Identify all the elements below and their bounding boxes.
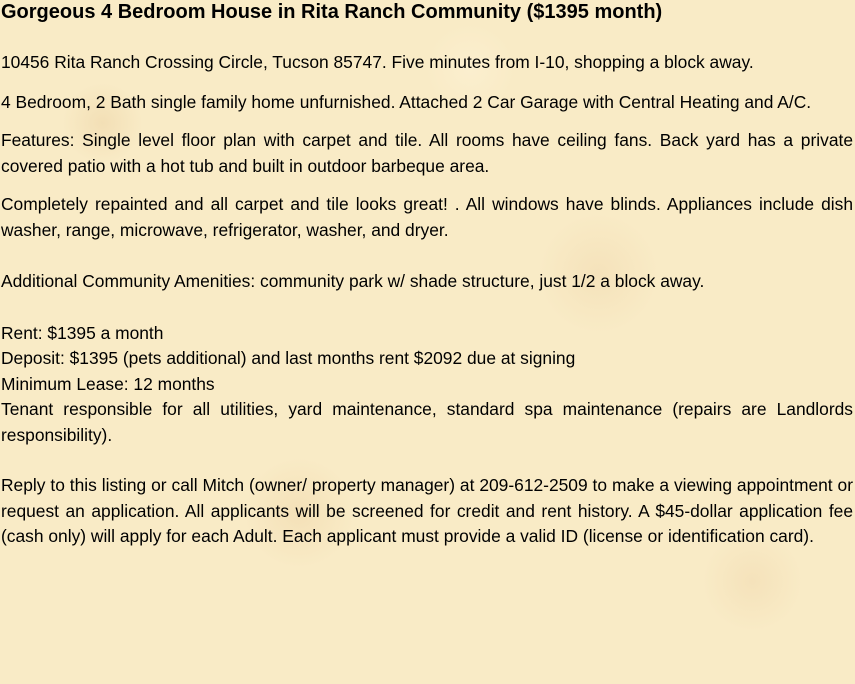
rooms-paragraph: 4 Bedroom, 2 Bath single family home unfurnished. Attached 2 Car Garage with Central Heating and A/C.: [1, 91, 812, 112]
listing-title: Gorgeous 4 Bedroom House in Rita Ranch Community ($1395 month): [1, 1, 663, 23]
features-paragraph: Features: Single level floor plan with carpet and tile. All rooms have ceiling fans. Back yard has a private covered patio with a hot tub and built in outdoor barbeque area.: [1, 130, 853, 176]
contact-paragraph: Reply to this listing or call Mitch (owner/ property manager) at 209-612-2509 to make a viewing appointment or request an application. All applicants will be screened for credit and rent history. A $45-dollar application fee (cash only) will apply for each Adult. Each applicant must provide a valid ID (license or identification card).: [1, 475, 853, 546]
condition-appliances-paragraph: Completely repainted and all carpet and tile looks great! . All windows have blinds. Appliances include dish washer, range, microwave, refrigerator, washer, and dryer.: [1, 194, 853, 240]
address-paragraph: 10456 Rita Ranch Crossing Circle, Tucson 85747. Five minutes from I-10, shopping a block away.: [1, 52, 754, 72]
deposit-line: Deposit: $1395 (pets additional) and last months rent $2092 due at signing: [1, 348, 576, 368]
amenities-paragraph: Additional Community Amenities: community park w/ shade structure, just 1/2 a block away.: [1, 271, 705, 291]
rent-line: Rent: $1395 a month: [1, 322, 164, 343]
lease-line: Minimum Lease: 12 months: [1, 373, 215, 394]
utilities-line: Tenant responsible for all utilities, yard maintenance, standard spa maintenance (repairs are Landlords responsibility).: [1, 399, 853, 445]
rental-terms: [1, 321, 853, 449]
